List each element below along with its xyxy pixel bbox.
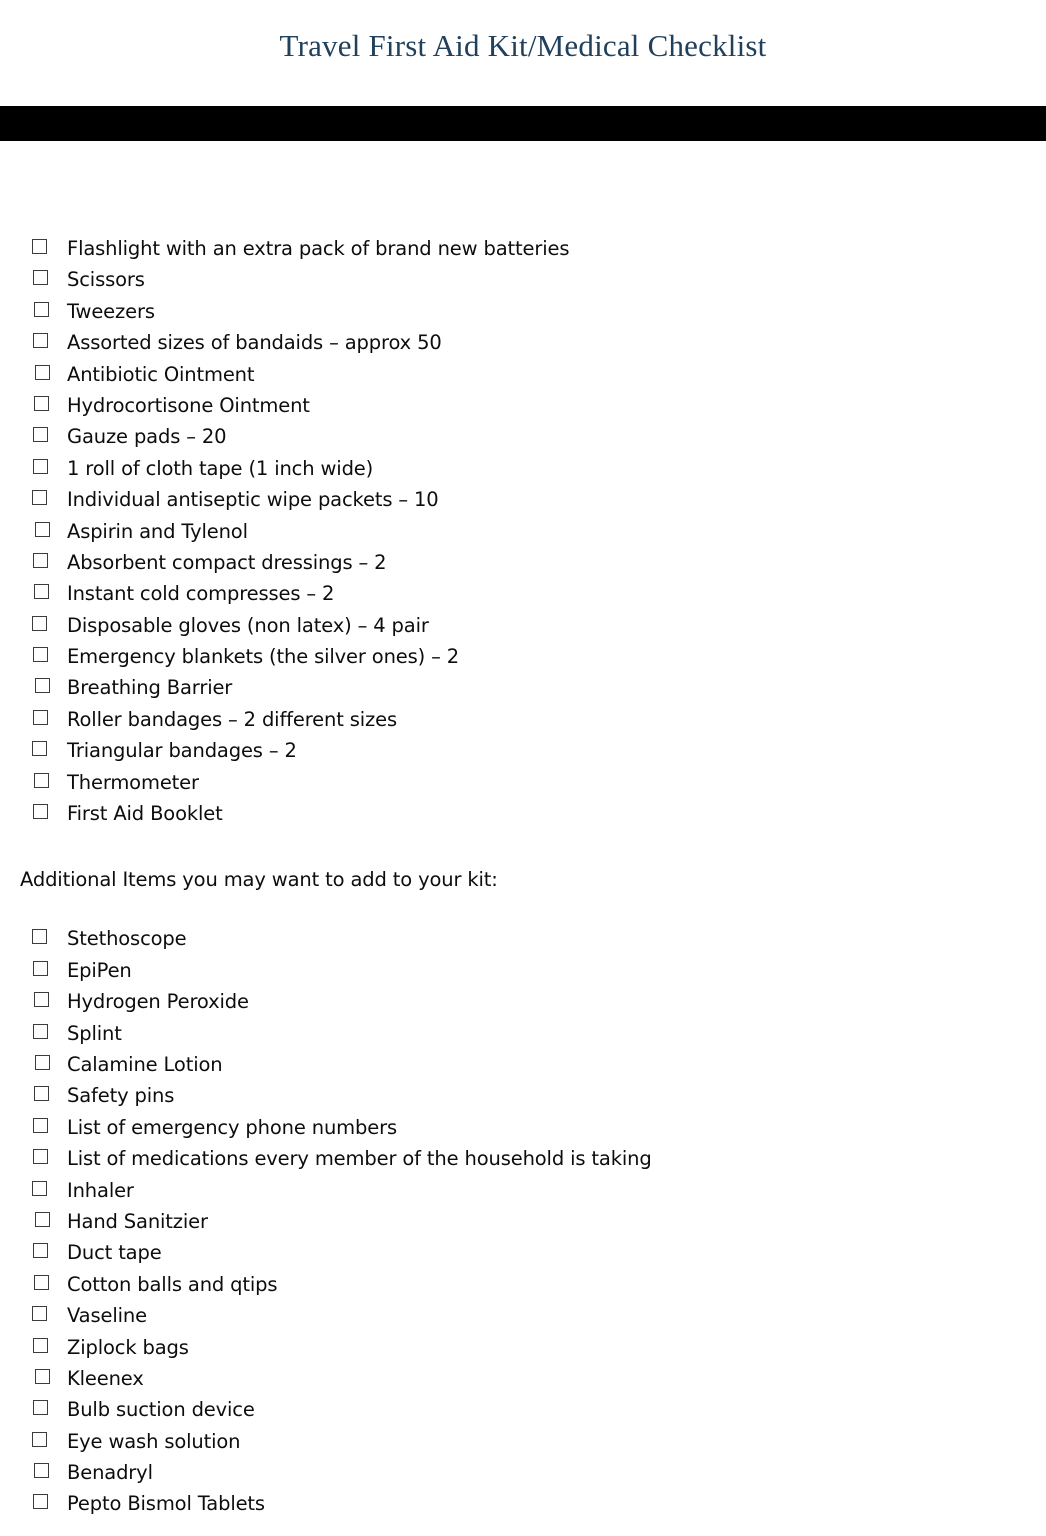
checklist-item-label: Hydrocortisone Ointment bbox=[67, 393, 310, 417]
checklist-item-label: Absorbent compact dressings – 2 bbox=[67, 550, 387, 574]
checkbox-icon[interactable] bbox=[35, 1055, 50, 1070]
title-area bbox=[0, 0, 1046, 106]
checkbox-icon[interactable] bbox=[33, 1338, 48, 1353]
checklist-item-label: Tweezers bbox=[67, 299, 155, 323]
checkbox-icon[interactable] bbox=[32, 490, 47, 505]
checklist-item-label: Assorted sizes of bandaids – approx 50 bbox=[67, 331, 442, 355]
checklist-item-label: 1 roll of cloth tape (1 inch wide) bbox=[67, 456, 374, 480]
checklist-item[interactable] bbox=[0, 1336, 1046, 1367]
checklist-item-label: Eye wash solution bbox=[67, 1429, 241, 1453]
checklist-item-label: Safety pins bbox=[67, 1084, 175, 1108]
page-title: Travel First Aid Kit/Medical Checklist bbox=[279, 28, 767, 63]
checklist-item[interactable] bbox=[0, 927, 1046, 958]
checklist-item[interactable] bbox=[0, 331, 1046, 362]
checklist-item[interactable] bbox=[0, 551, 1046, 582]
checkbox-icon[interactable] bbox=[35, 1369, 50, 1384]
checkbox-icon[interactable] bbox=[34, 584, 49, 599]
checkbox-icon[interactable] bbox=[33, 1149, 48, 1164]
checklist-item[interactable] bbox=[0, 1179, 1046, 1210]
checklist-item-label: Kleenex bbox=[67, 1366, 144, 1390]
checklist-item[interactable] bbox=[0, 394, 1046, 425]
checklist-item[interactable] bbox=[0, 425, 1046, 456]
checklist-item[interactable] bbox=[0, 237, 1046, 268]
checklist-item-label: Aspirin and Tylenol bbox=[67, 519, 248, 543]
checkbox-icon[interactable] bbox=[34, 1463, 49, 1478]
checklist-item-label: Splint bbox=[67, 1021, 122, 1045]
checklist-item-label: Disposable gloves (non latex) – 4 pair bbox=[67, 613, 429, 637]
checklist-item[interactable] bbox=[0, 300, 1046, 331]
checkbox-icon[interactable] bbox=[34, 992, 49, 1007]
checkbox-icon[interactable] bbox=[33, 1024, 48, 1039]
checkbox-icon[interactable] bbox=[33, 710, 48, 725]
checklist-item[interactable] bbox=[0, 520, 1046, 551]
checklist-item-label: Vaseline bbox=[67, 1304, 147, 1328]
checklist-content bbox=[0, 141, 1046, 1524]
checklist-item[interactable] bbox=[0, 708, 1046, 739]
checklist-item-label: Roller bandages – 2 different sizes bbox=[67, 707, 397, 731]
checklist-item-label: Stethoscope bbox=[67, 927, 187, 951]
checklist-item[interactable] bbox=[0, 268, 1046, 299]
checkbox-icon[interactable] bbox=[33, 553, 48, 568]
checklist-item-label: Individual antiseptic wipe packets – 10 bbox=[67, 488, 439, 512]
checklist-item[interactable] bbox=[0, 645, 1046, 676]
checkbox-icon[interactable] bbox=[32, 1306, 47, 1321]
additional-checklist bbox=[0, 927, 1046, 1523]
checklist-item[interactable] bbox=[0, 1367, 1046, 1398]
checkbox-icon[interactable] bbox=[33, 459, 48, 474]
checklist-item-label: Hand Sanitzier bbox=[67, 1209, 208, 1233]
checklist-item[interactable] bbox=[0, 990, 1046, 1021]
checklist-item-label: Inhaler bbox=[67, 1178, 134, 1202]
checkbox-icon[interactable] bbox=[32, 929, 47, 944]
checkbox-icon[interactable] bbox=[34, 1275, 49, 1290]
checklist-item[interactable] bbox=[0, 582, 1046, 613]
checklist-item-label: Thermometer bbox=[67, 770, 199, 794]
checklist-item-label: Hydrogen Peroxide bbox=[67, 990, 249, 1014]
checklist-item[interactable] bbox=[0, 1304, 1046, 1335]
checklist-item[interactable] bbox=[0, 1430, 1046, 1461]
checklist-item-label: List of emergency phone numbers bbox=[67, 1115, 397, 1139]
checklist-item-label: Flashlight with an extra pack of brand new batteries bbox=[67, 237, 570, 260]
checkbox-icon[interactable] bbox=[33, 961, 48, 976]
checklist-item-label: Cotton balls and qtips bbox=[67, 1272, 278, 1296]
checklist-item[interactable] bbox=[0, 1241, 1046, 1272]
checklist-item-label: Benadryl bbox=[67, 1461, 153, 1485]
checkbox-icon[interactable] bbox=[33, 427, 48, 442]
checkbox-icon[interactable] bbox=[33, 1494, 48, 1509]
checklist-item[interactable] bbox=[0, 802, 1046, 833]
checkbox-icon[interactable] bbox=[35, 522, 50, 537]
checklist-item[interactable] bbox=[0, 1461, 1046, 1492]
checkbox-icon[interactable] bbox=[35, 365, 50, 380]
checklist-item[interactable] bbox=[0, 1492, 1046, 1523]
checklist-item[interactable] bbox=[0, 771, 1046, 802]
checklist-item[interactable] bbox=[0, 959, 1046, 990]
checklist-item[interactable] bbox=[0, 1398, 1046, 1429]
checkbox-icon[interactable] bbox=[33, 333, 48, 348]
checklist-item[interactable] bbox=[0, 1147, 1046, 1178]
checkbox-icon[interactable] bbox=[33, 1400, 48, 1415]
checklist-item[interactable] bbox=[0, 614, 1046, 645]
checkbox-icon[interactable] bbox=[35, 678, 50, 693]
checklist-item-label: Scissors bbox=[67, 268, 145, 292]
header-rule bbox=[0, 106, 1046, 141]
checklist-item[interactable] bbox=[0, 488, 1046, 519]
checkbox-icon[interactable] bbox=[35, 1212, 50, 1227]
checklist-item[interactable] bbox=[0, 739, 1046, 770]
checklist-item[interactable] bbox=[0, 1273, 1046, 1304]
checklist-item-label: Gauze pads – 20 bbox=[67, 425, 227, 449]
checklist-item-label: Antibiotic Ointment bbox=[67, 362, 255, 386]
checklist-item[interactable] bbox=[0, 1022, 1046, 1053]
checklist-item-label: Bulb suction device bbox=[67, 1398, 255, 1422]
checkbox-icon[interactable] bbox=[32, 741, 47, 756]
checklist-item[interactable] bbox=[0, 676, 1046, 707]
checklist-item-label: Ziplock bags bbox=[67, 1335, 189, 1359]
checkbox-icon[interactable] bbox=[33, 270, 48, 285]
checklist-item-label: Breathing Barrier bbox=[67, 676, 233, 700]
checklist-item-label: Instant cold compresses – 2 bbox=[67, 582, 335, 606]
additional-items-heading: Additional Items you may want to add to your kit: bbox=[20, 868, 498, 892]
checkbox-icon[interactable] bbox=[32, 616, 47, 631]
checklist-item-label: Emergency blankets (the silver ones) – 2 bbox=[67, 645, 460, 669]
checklist-item[interactable] bbox=[0, 1053, 1046, 1084]
checklist-item[interactable] bbox=[0, 1084, 1046, 1115]
checklist-item-label: Calamine Lotion bbox=[67, 1052, 223, 1076]
checkbox-icon[interactable] bbox=[33, 1118, 48, 1133]
checkbox-icon[interactable] bbox=[32, 1432, 47, 1447]
checklist-item[interactable] bbox=[0, 1210, 1046, 1241]
checkbox-icon[interactable] bbox=[34, 1086, 49, 1101]
checklist-item-label: First Aid Booklet bbox=[67, 802, 223, 826]
checklist-item[interactable] bbox=[0, 363, 1046, 394]
checkbox-icon[interactable] bbox=[33, 1243, 48, 1258]
checkbox-icon[interactable] bbox=[33, 647, 48, 662]
primary-checklist bbox=[0, 237, 1046, 833]
checkbox-icon[interactable] bbox=[34, 396, 49, 411]
checkbox-icon[interactable] bbox=[34, 302, 49, 317]
checklist-item[interactable] bbox=[0, 457, 1046, 488]
checklist-item-label: EpiPen bbox=[67, 958, 132, 982]
checklist-item[interactable] bbox=[0, 1116, 1046, 1147]
checkbox-icon[interactable] bbox=[33, 804, 48, 819]
checklist-item-label: Pepto Bismol Tablets bbox=[67, 1492, 265, 1516]
checklist-item-label: Duct tape bbox=[67, 1241, 162, 1265]
checklist-item-label: Triangular bandages – 2 bbox=[67, 739, 297, 763]
checkbox-icon[interactable] bbox=[34, 773, 49, 788]
checkbox-icon[interactable] bbox=[32, 1181, 47, 1196]
checkbox-icon[interactable] bbox=[32, 239, 47, 254]
checklist-item-label: List of medications every member of the household is taking bbox=[67, 1147, 652, 1171]
